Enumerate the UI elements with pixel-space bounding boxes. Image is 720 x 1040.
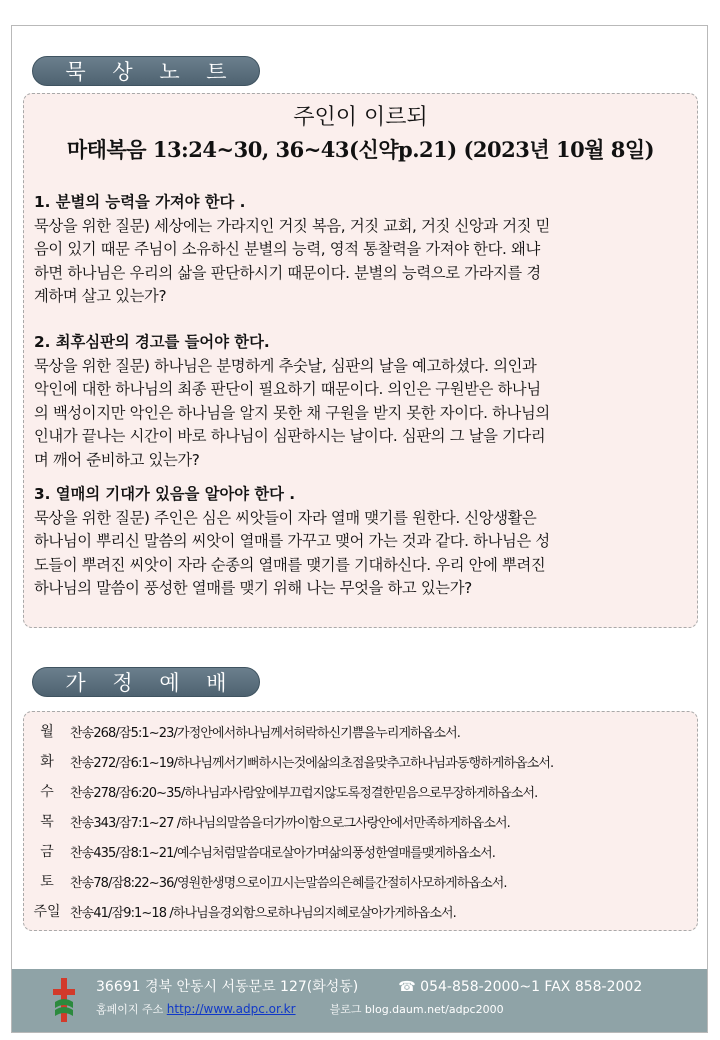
worship-text: 찬송278/잠6:20~35/하나님과사람앞에부끄럽지않도록정결한믿음으로무장하게하옵소서. bbox=[70, 785, 538, 801]
question-block-1 bbox=[34, 191, 694, 309]
footer-line-1 bbox=[96, 976, 642, 996]
worship-text: 찬송272/잠6:1~19/하나님께서기뻐하시는것에삶의초점을맞추고하나님과동행하게하옵소서. bbox=[70, 755, 554, 771]
question-line: 며 깨어 준비하고 있는가? bbox=[34, 450, 200, 469]
question-heading: 3. 열매의 기대가 있음을 알아야 한다 . bbox=[34, 485, 296, 503]
question-block-3 bbox=[34, 483, 694, 601]
homepage-label: 홈페이지 주소 bbox=[96, 1003, 164, 1016]
question-line: 악인에 대한 하나님의 최종 판단이 필요하기 때문이다. 의인은 구원받은 하나님 bbox=[34, 380, 541, 399]
blog-address: 블로그 blog.daum.net/adpc2000 bbox=[329, 1003, 504, 1016]
worship-text: 찬송78/잠8:22~36/영원한생명으로이끄시는말씀의은혜를간절히사모하게하옵소서. bbox=[70, 875, 507, 891]
question-line: 의 백성이지만 악인은 하나님을 알지 못한 채 구원을 받지 못한 자이다. 하나님의 bbox=[34, 403, 550, 422]
church-address: 36691 경북 안동시 서동문로 127(화성동) bbox=[96, 979, 359, 995]
day-label: 토 bbox=[40, 874, 54, 890]
family-worship-tab: 가 정 예 배 bbox=[32, 667, 260, 697]
worship-row-thu bbox=[24, 806, 699, 836]
church-logo-icon bbox=[52, 978, 76, 1022]
day-label: 화 bbox=[40, 754, 54, 770]
worship-row-wed bbox=[24, 776, 699, 806]
day-label: 수 bbox=[40, 784, 54, 800]
question-line: 묵상을 위한 질문) 하나님은 분명하게 추숫날, 심판의 날을 예고하셨다. 의인과 bbox=[34, 356, 537, 375]
sermon-title: 주인이 이르되 bbox=[293, 105, 428, 130]
day-label: 목 bbox=[40, 814, 54, 830]
homepage-link[interactable]: http://www.adpc.or.kr bbox=[166, 1002, 296, 1016]
day-label: 주일 bbox=[33, 904, 61, 920]
question-heading: 1. 분별의 능력을 가져야 한다 . bbox=[34, 193, 246, 211]
question-line: 음이 있기 때문 주님이 소유하신 분별의 능력, 영적 통찰력을 가져야 한다. 왜냐 bbox=[34, 240, 540, 259]
worship-text: 찬송268/잠5:1~23/가정안에서하나님께서허락하신기쁨을누리게하옵소서. bbox=[70, 725, 461, 741]
question-line: 묵상을 위한 질문) 세상에는 가라지인 거짓 복음, 거짓 교회, 거짓 신앙과 거짓 믿 bbox=[34, 216, 551, 235]
question-line: 도들이 뿌려진 씨앗이 자라 순종의 열매를 맺기를 기대하신다. 우리 안에 뿌려진 bbox=[34, 555, 546, 574]
sermon-passage: 마태복음 13:24~30, 36~43(신약p.21) (2023년 10월 8일) bbox=[66, 137, 655, 162]
worship-text: 찬송343/잠7:1~27 /하나님의말씀을더가까이함으로그사랑안에서만족하게하옵소서. bbox=[70, 815, 510, 831]
question-line: 인내가 끝나는 시간이 바로 하나님이 심판하시는 날이다. 심판의 그 날을 기다리 bbox=[34, 427, 546, 446]
meditation-tab: 묵 상 노 트 bbox=[32, 56, 260, 86]
meditation-box bbox=[23, 93, 698, 628]
question-line: 하면 하나님은 우리의 삶을 판단하시기 때문이다. 분별의 능력으로 가라지를 경 bbox=[34, 263, 541, 282]
question-line: 묵상을 위한 질문) 주인은 심은 씨앗들이 자라 열매 맺기를 원한다. 신앙생활은 bbox=[34, 508, 537, 527]
question-heading: 2. 최후심판의 경고를 들어야 한다. bbox=[34, 333, 270, 351]
worship-text: 찬송41/잠9:1~18 /하나님을경외함으로하나님의지혜로살아가게하옵소서. bbox=[70, 905, 456, 921]
worship-row-sat bbox=[24, 866, 699, 896]
footer bbox=[12, 969, 707, 1032]
worship-row-sun bbox=[24, 896, 699, 926]
day-label: 금 bbox=[40, 844, 54, 860]
question-block-2 bbox=[34, 331, 694, 473]
question-line: 하나님의 말씀이 풍성한 열매를 맺기 위해 나는 무엇을 하고 있는가? bbox=[34, 579, 472, 598]
question-line: 계하며 살고 있는가? bbox=[34, 287, 167, 306]
day-label: 월 bbox=[40, 724, 54, 740]
footer-line-2 bbox=[96, 1001, 504, 1017]
worship-text: 찬송435/잠8:1~21/예수님처럼말씀대로살아가며삶의풍성한열매를맺게하옵소서. bbox=[70, 845, 496, 861]
worship-row-mon bbox=[24, 716, 699, 746]
worship-row-fri bbox=[24, 836, 699, 866]
worship-row-tue bbox=[24, 746, 699, 776]
family-worship-box bbox=[23, 711, 698, 931]
question-line: 하나님이 뿌리신 말씀의 씨앗이 열매를 가꾸고 맺어 가는 것과 같다. 하나님은 성 bbox=[34, 532, 550, 551]
church-phone: ☎ 054-858-2000~1 FAX 858-2002 bbox=[398, 979, 643, 995]
